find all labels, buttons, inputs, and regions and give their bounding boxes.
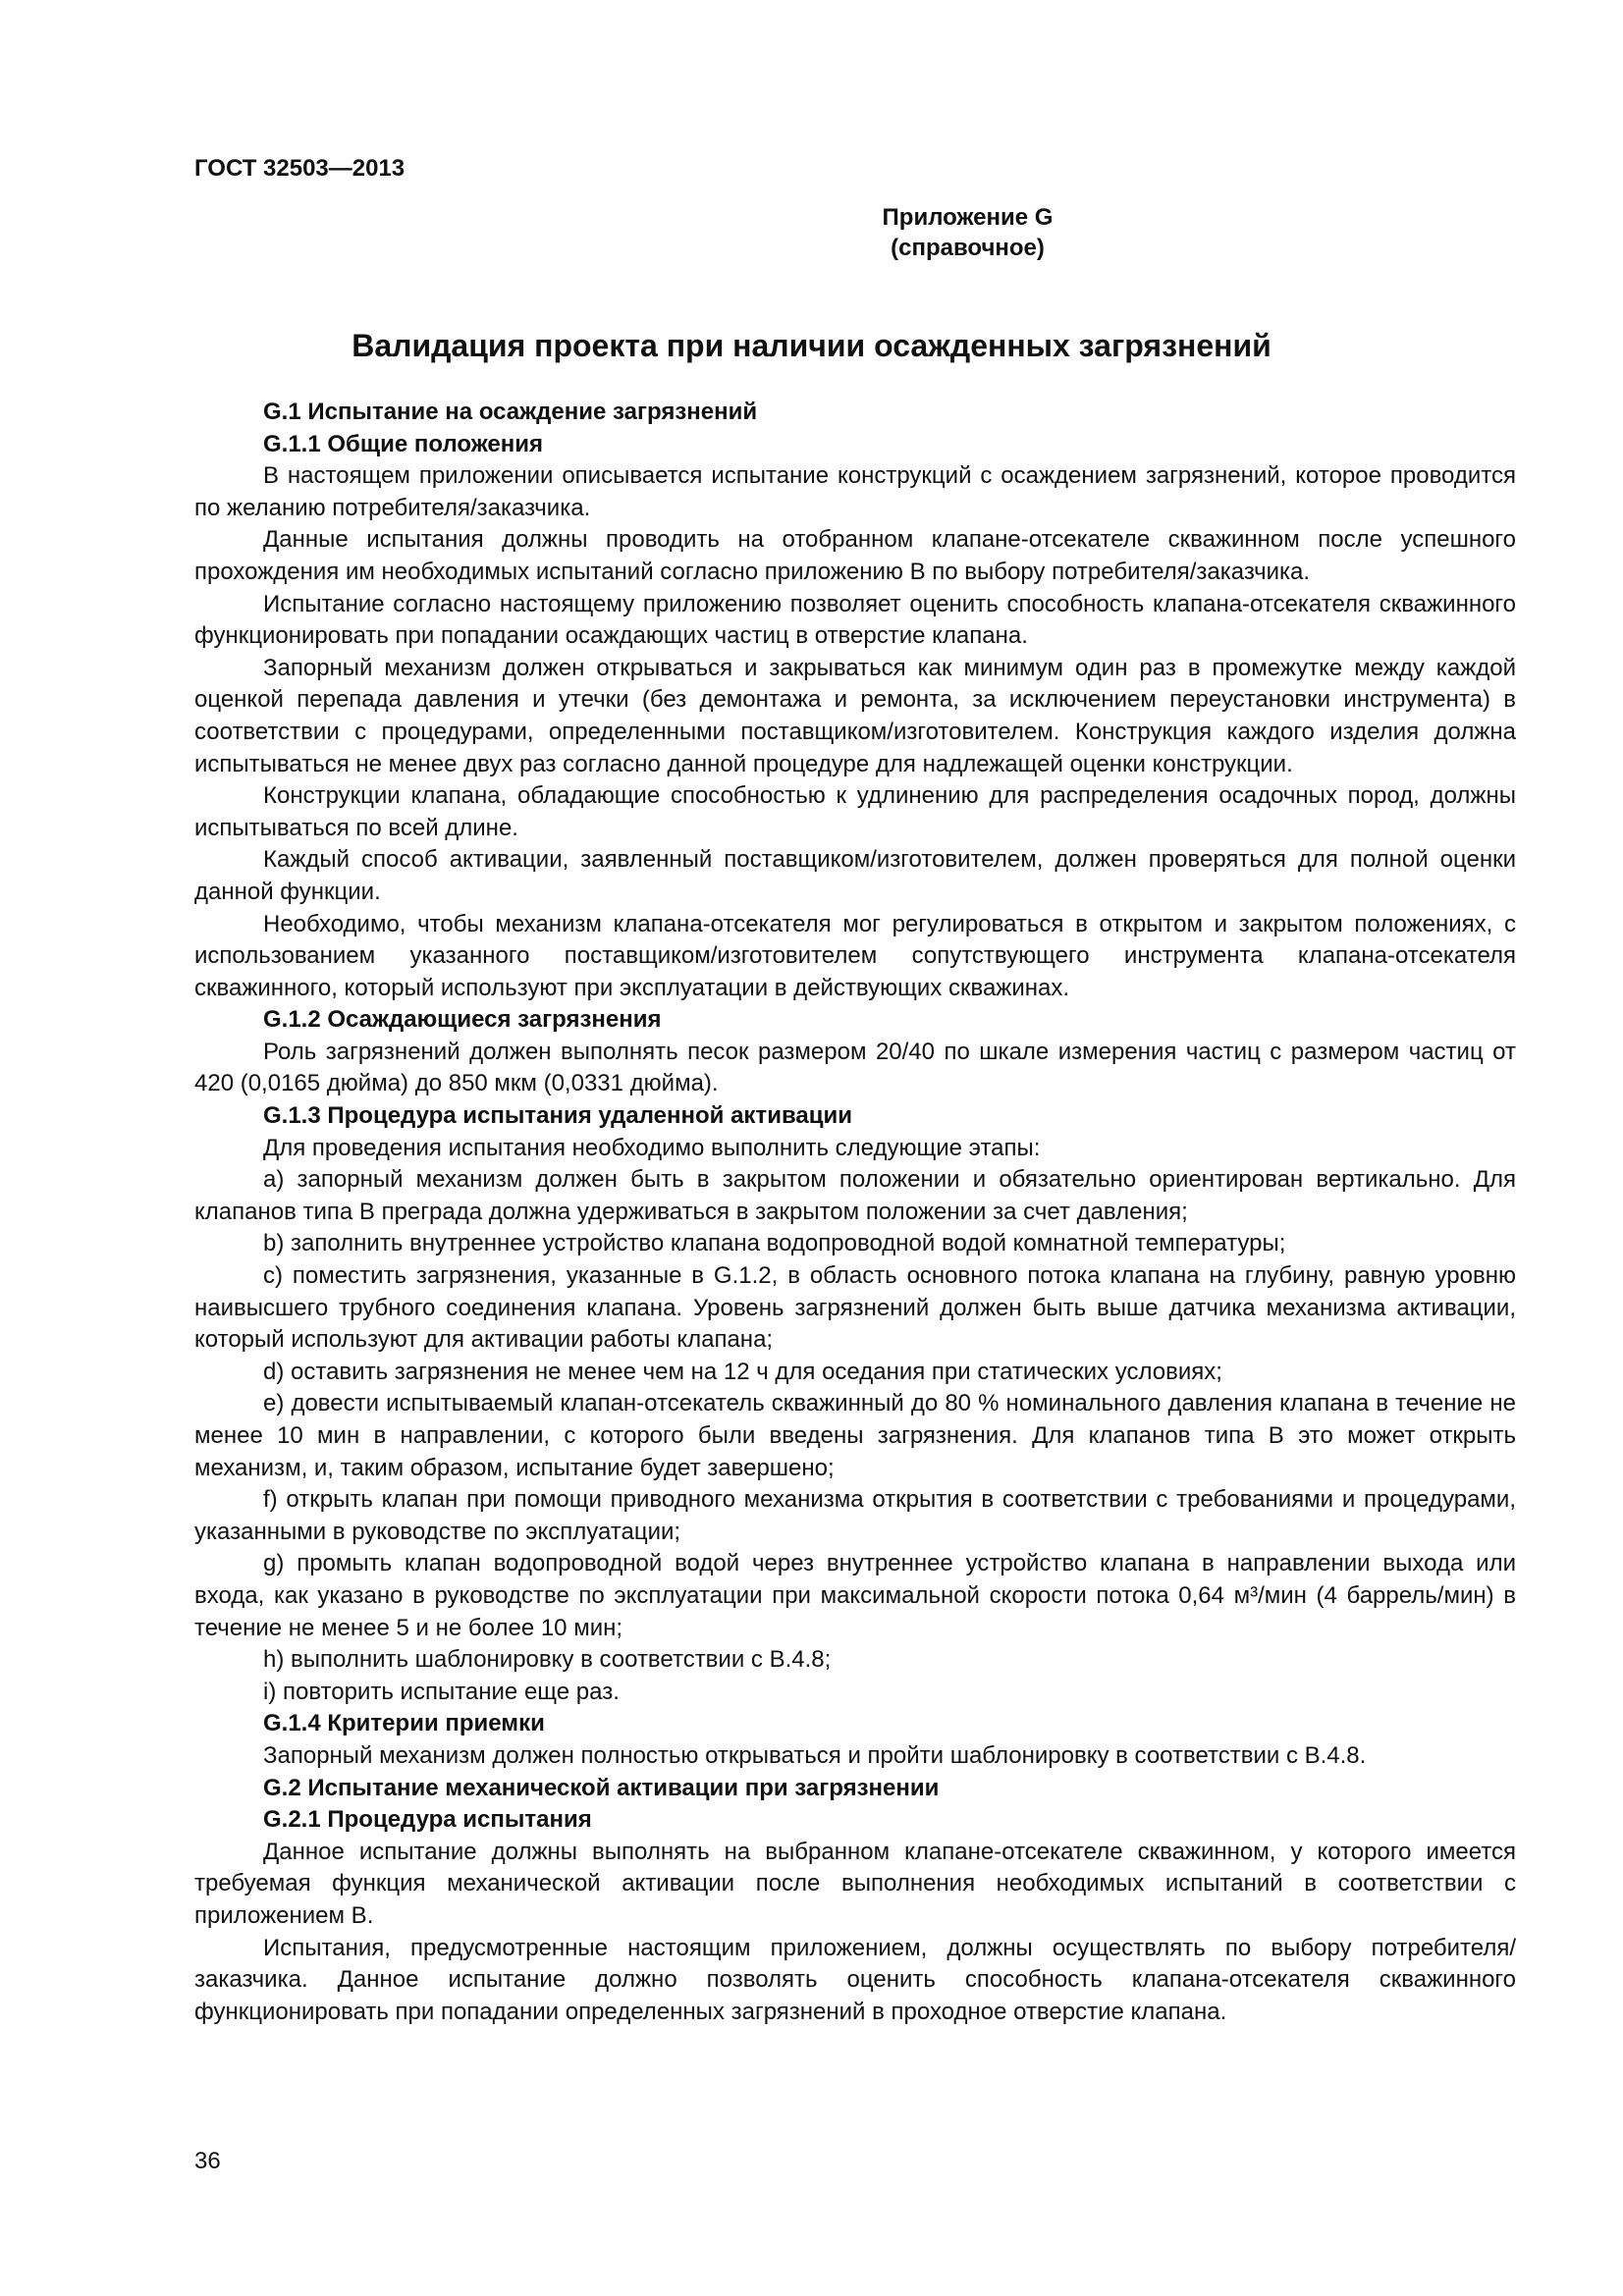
section-heading: G.1.4 Критерии приемки — [263, 1710, 545, 1737]
paragraph: Испытания, предусмотренные настоящим приложением, должны осуществлять по выбору потребителя/заказчика. Данное испытание должно позволять оценить способность клапана-отсекателя скважинного функционировать при попадании определенных загрязнений в проходное отверстие клапана. — [194, 1934, 1516, 2025]
annex-title: Приложение G — [882, 204, 1054, 231]
document-id: ГОСТ 32503—2013 — [194, 155, 406, 182]
section-heading: G.2.1 Процедура испытания — [263, 1806, 592, 1834]
document-body — [194, 397, 1516, 2028]
paragraph: Конструкции клапана, обладающие способностью к удлинению для распределения осадочных пород, должны испытываться по всей длине. — [194, 782, 1516, 841]
paragraph: Необходимо, чтобы механизм клапана-отсекателя мог регулироваться в открытом и закрытом положениях, с использованием указанного поставщиком/изготовителем сопутствующего инструмента клапана-отсекателя скважинного, который используют при эксплуатации в действующих скважинах. — [194, 910, 1516, 1001]
paragraph: Запорный механизм должен полностью открываться и пройти шаблонировку в соответствии с В.4.8. — [263, 1741, 1367, 1769]
paragraph: Данные испытания должны проводить на отобранном клапане-отсекателе скважинном после успешного прохождения им необходимых испытаний согласно приложению В по выбору потребителя/заказчика. — [194, 526, 1516, 585]
section-heading: G.2 Испытание механической активации при загрязнении — [263, 1774, 940, 1801]
page-number: 36 — [194, 2148, 221, 2174]
section-heading: G.1.2 Осаждающиеся загрязнения — [263, 1006, 662, 1034]
section-heading: G.1.3 Процедура испытания удаленной активации — [263, 1102, 852, 1130]
paragraph: f) открыть клапан при помощи приводного механизма открытия в соответствии с требованиями и процедурами, указанными в руководстве по эксплуатации; — [194, 1486, 1516, 1545]
paragraph: g) промыть клапан водопроводной водой через внутреннее устройство клапана в направлении выхода или входа, как указано в руководстве по эксплуатации при максимальной скорости потока 0,64 м³/мин (4 баррель/мин) в течение не менее 5 и не более 10 мин; — [194, 1550, 1516, 1641]
paragraph: h) выполнить шаблонировку в соответствии с В.4.8; — [263, 1646, 832, 1674]
paragraph: c) поместить загрязнения, указанные в G.1.2, в область основного потока клапана на глубину, равную уровню наивысшего трубного соединения клапана. Уровень загрязнений должен быть выше датчика механизма активации, который используют для активации работы клапана; — [194, 1262, 1516, 1354]
section-heading: G.1 Испытание на осаждение загрязнений — [263, 399, 758, 425]
paragraph: Испытание согласно настоящему приложению позволяет оценить способность клапана-отсекателя скважинного функционировать при попадании осаждающих частиц в отверстие клапана. — [194, 590, 1516, 650]
paragraph: d) оставить загрязнения не менее чем на 12 ч для оседания при статических условиях; — [263, 1358, 1222, 1385]
paragraph: Каждый способ активации, заявленный поставщиком/изготовителем, должен проверяться для полной оценки данной функции. — [194, 846, 1516, 905]
paragraph: i) повторить испытание еще раз. — [263, 1678, 620, 1705]
paragraph: b) заполнить внутреннее устройство клапана водопроводной водой комнатной температуры; — [263, 1230, 1286, 1257]
paragraph: e) довести испытываемый клапан-отсекатель скважинный до 80 % номинального давления клапана в течение не менее 10 мин в направлении, с которого были введены загрязнения. Для клапанов типа В это может открыть механизм, и, таким образом, испытание будет завершено; — [194, 1390, 1516, 1481]
annex-block — [0, 202, 1623, 263]
paragraph: Запорный механизм должен открываться и закрываться как минимум один раз в промежутке между каждой оценкой перепада давления и утечки (без демонтажа и ремонта, за исключением переустановки инструмента) в соответствии с процедурами, определенными поставщиком/изготовителем. Конструкция каждого изделия должна испытываться не менее двух раз согласно данной процедуре для надлежащей оценки конструкции. — [194, 654, 1516, 777]
paragraph: a) запорный механизм должен быть в закрытом положении и обязательно ориентирован вертикально. Для клапанов типа В преграда должна удерживаться в закрытом положении за счет давления; — [194, 1166, 1516, 1225]
paragraph: Роль загрязнений должен выполнять песок размером 20/40 по шкале измерения частиц с размером частиц от 420 (0,0165 дюйма) до 850 мкм (0,0331 дюйма). — [194, 1038, 1516, 1097]
paragraph: Для проведения испытания необходимо выполнить следующие этапы: — [263, 1134, 1041, 1161]
page-title: Валидация проекта при наличии осажденных загрязнений — [352, 328, 1271, 363]
paragraph: Данное испытание должны выполнять на выбранном клапане-отсекателе скважинном, у которого имеется требуемая функция механической активации после выполнения необходимых испытаний в соответствии с приложением В. — [194, 1838, 1516, 1929]
paragraph: В настоящем приложении описывается испытание конструкций с осаждением загрязнений, которое проводится по желанию потребителя/заказчика. — [194, 462, 1516, 521]
section-heading: G.1.1 Общие положения — [263, 430, 544, 457]
annex-type: (справочное) — [891, 235, 1045, 261]
